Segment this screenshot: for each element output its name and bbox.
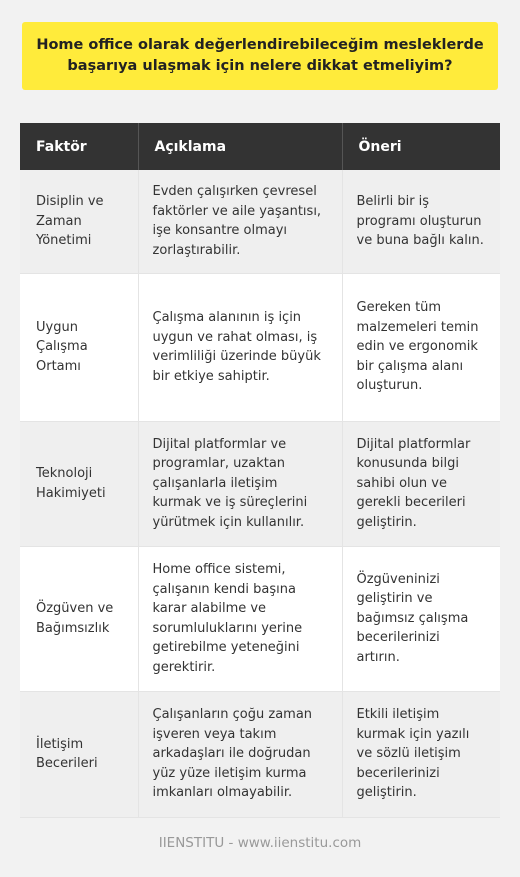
title-banner xyxy=(22,22,498,90)
comparison-table xyxy=(20,123,500,818)
table-header-row xyxy=(20,123,500,170)
cell-description: Evden çalışırken çevresel faktörler ve aile yaşantısı, işe konsantre olmayı zorlaştırabilir. xyxy=(138,170,342,273)
cell-description: Çalışma alanının iş için uygun ve rahat olması, iş verimliliği üzerinde büyük bir etkiye sahiptir. xyxy=(138,273,342,421)
cell-advice: Özgüveninizi geliştirin ve bağımsız çalışma becerilerinizi artırın. xyxy=(342,546,500,691)
footer-credit: IIENSTITU - www.iienstitu.com xyxy=(158,835,362,851)
table-row xyxy=(20,691,500,817)
table-row xyxy=(20,273,500,421)
cell-advice: Etkili iletişim kurmak için yazılı ve sözlü iletişim becerilerinizi geliştirin. xyxy=(342,691,500,817)
cell-factor: Özgüven ve Bağımsızlık xyxy=(20,546,138,691)
table-row xyxy=(20,546,500,691)
header-description: Açıklama xyxy=(138,123,342,170)
cell-factor: Uygun Çalışma Ortamı xyxy=(20,273,138,421)
table-row xyxy=(20,170,500,273)
page-title: Home office olarak değerlendirebileceğim mesleklerde başarıya ulaşmak için nelere dikkat etmeliyim? xyxy=(36,37,484,74)
header-factor: Faktör xyxy=(20,123,138,170)
cell-advice: Gereken tüm malzemeleri temin edin ve ergonomik bir çalışma alanı oluşturun. xyxy=(342,273,500,421)
header-advice: Öneri xyxy=(342,123,500,170)
cell-description: Çalışanların çoğu zaman işveren veya takım arkadaşları ile doğrudan yüz yüze iletişim kurma imkanları olmayabilir. xyxy=(138,691,342,817)
cell-description: Dijital platformlar ve programlar, uzaktan çalışanlarla iletişim kurmak ve iş süreçlerini yürütmek için kullanılır. xyxy=(138,421,342,546)
cell-advice: Dijital platformlar konusunda bilgi sahibi olun ve gerekli becerileri geliştirin. xyxy=(342,421,500,546)
cell-advice: Belirli bir iş programı oluşturun ve buna bağlı kalın. xyxy=(342,170,500,273)
cell-factor: Teknoloji Hakimiyeti xyxy=(20,421,138,546)
cell-description: Home office sistemi, çalışanın kendi başına karar alabilme ve sorumluluklarını yerine getirebilme yeteneğini gerektirir. xyxy=(138,546,342,691)
cell-factor: Disiplin ve Zaman Yönetimi xyxy=(20,170,138,273)
cell-factor: İletişim Becerileri xyxy=(20,691,138,817)
table-row xyxy=(20,421,500,546)
